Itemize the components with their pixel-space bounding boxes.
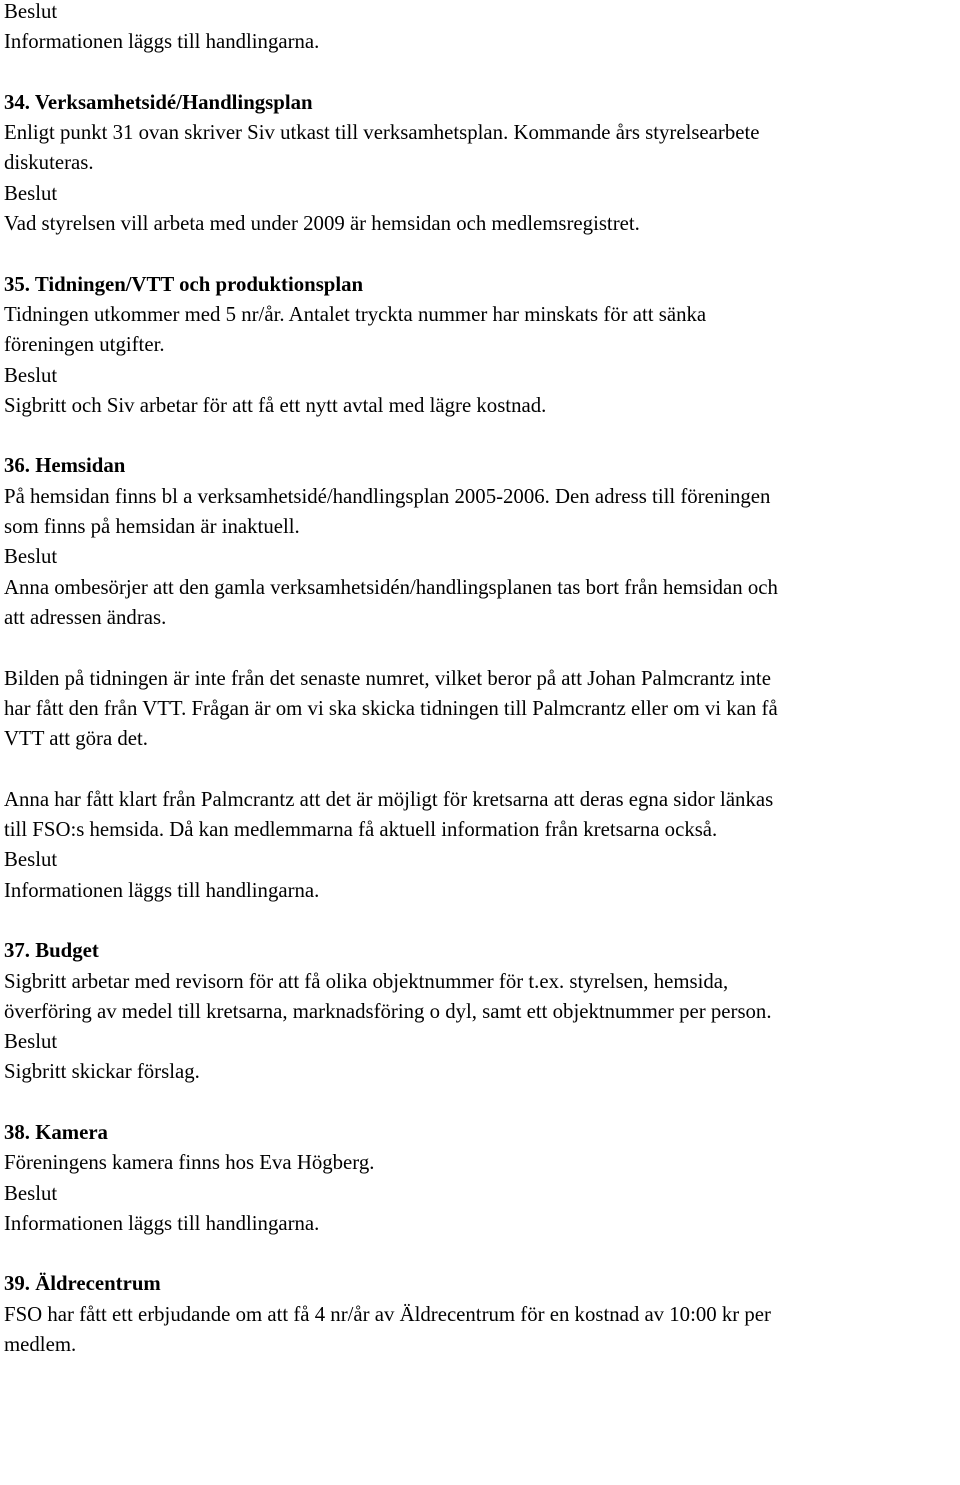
section-heading: 39. Äldrecentrum [4,1272,161,1296]
section-heading: 36. Hemsidan [4,454,126,478]
text-line: Föreningens kamera finns hos Eva Högberg. [4,1151,375,1175]
text-line: Sigbritt arbetar med revisorn för att få olika objektnummer för t.ex. styrelsen, hemsida, [4,969,729,993]
text-line: medlem. [4,1333,77,1357]
text-line: har fått den från VTT. Frågan är om vi ska skicka tidningen till Palmcrantz eller om vi kan få [4,696,778,720]
text-line: till FSO:s hemsida. Då kan medlemmarna få aktuell information från kretsarna också. [4,818,718,842]
text-line: Tidningen utkommer med 5 nr/år. Antalet tryckta nummer har minskats för att sänka [4,302,707,326]
text-line: På hemsidan finns bl a verksamhetsidé/handlingsplan 2005-2006. Den adress till föreningen [4,484,771,508]
text-line: Bilden på tidningen är inte från det senaste numret, vilket beror på att Johan Palmcrantz inte [4,666,771,690]
text-line: FSO har fått ett erbjudande om att få 4 nr/år av Äldrecentrum för en kostnad av 10:00 kr per [4,1302,771,1326]
decision-label: Beslut [4,1030,58,1054]
document-body [4,0,956,1360]
section-heading: 35. Tidningen/VTT och produktionsplan [4,272,364,296]
decision-label: Beslut [4,363,58,387]
paragraph-gap [4,239,956,269]
text-line: föreningen utgifter. [4,333,165,357]
paragraph-gap [4,1088,956,1118]
text-line: Vad styrelsen vill arbeta med under 2009 är hemsidan och medlemsregistret. [4,212,640,236]
text-line: att adressen ändras. [4,605,167,629]
text-line: VTT att göra det. [4,727,148,751]
paragraph-gap [4,754,956,784]
paragraph-gap [4,421,956,451]
text-line: diskuteras. [4,151,94,175]
decision-label: Beslut [4,0,58,23]
paragraph-gap [4,906,956,936]
text-line: Sigbritt skickar förslag. [4,1060,200,1084]
section-heading: 37. Budget [4,939,99,963]
text-line: överföring av medel till kretsarna, marknadsföring o dyl, samt ett objektnummer per person. [4,999,772,1023]
decision-label: Beslut [4,848,58,872]
text-line: Informationen läggs till handlingarna. [4,1211,320,1235]
section-heading: 34. Verksamhetsidé/Handlingsplan [4,90,313,114]
text-line: Sigbritt och Siv arbetar för att få ett nytt avtal med lägre kostnad. [4,393,547,417]
section-heading: 38. Kamera [4,1120,108,1144]
paragraph-gap [4,633,956,663]
decision-label: Beslut [4,545,58,569]
decision-label: Beslut [4,1181,58,1205]
text-line: Enligt punkt 31 ovan skriver Siv utkast till verksamhetsplan. Kommande års styrelsearbete [4,121,760,145]
paragraph-gap [4,1239,956,1269]
text-line: Informationen läggs till handlingarna. [4,878,320,902]
text-line: Informationen läggs till handlingarna. [4,30,320,54]
text-line: som finns på hemsidan är inaktuell. [4,515,300,539]
text-line: Anna har fått klart från Palmcrantz att det är möjligt för kretsarna att deras egna sidor länkas [4,787,774,811]
decision-label: Beslut [4,181,58,205]
text-line: Anna ombesörjer att den gamla verksamhetsidén/handlingsplanen tas bort från hemsidan och [4,575,778,599]
paragraph-gap [4,58,956,88]
